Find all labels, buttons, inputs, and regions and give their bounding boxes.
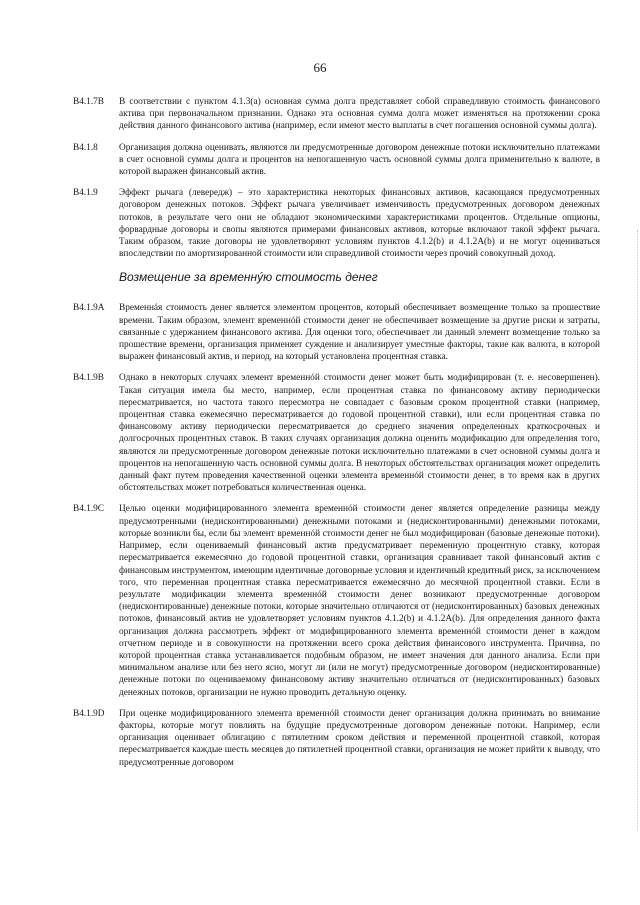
- paragraph-text: Однако в некоторых случаях элемент временнóй стоимости денег может быть модифицирован (т. е. несовершенен). Такая ситуация имела бы место, например, если процентная ставка по финансовому активу периодически пересматривается, но частота такого пересмотра не совпадает с базовым сроком процентной ставки (например, процентная ставка ежемесячно пересматривается до годовой процентной ставки), или если процентная ставка по финансовому активу периодически пересматривается до среднего значения определенных краткосрочных и долгосрочных процентных ставок. В таких случаях организация должна оценить модификацию для определения того, являются ли предусмотренные договором денежные потоки исключительно платежами в счет основной суммы долга и процентов на непогашенную часть основной суммы долга. В некоторых обстоятельствах организация может определить данный факт путем проведения качественной оценки элемента временнóй стоимости денег, в то время как в других обстоятельствах может потребоваться количественная оценка.: [119, 373, 600, 494]
- section-heading: Возмещение за временнýю стоимость денег: [119, 270, 378, 285]
- paragraph-text: Временнáя стоимость денег является элементом процентов, который обеспечивает возмещение только за прошествие времени. Таким образом, элемент временнóй стоимости денег не обеспечивает возмещение за другие риски и затраты, связанные с удержанием финансового актива. Для оценки того, обеспечивает ли данный элемент возмещение только за прошествие времени, организация применяет суждение и анализирует уместные факторы, такие как валюта, в которой выражен финансовый актив, и период, на который установлена процентная ставка.: [119, 303, 600, 363]
- paragraph-b4-1-9c: [73, 503, 600, 698]
- paragraph-number: B4.1.9A: [73, 303, 105, 314]
- paragraph-number: B4.1.7B: [73, 97, 104, 107]
- paragraph-b4-1-7b: [73, 96, 600, 133]
- paragraph-text: Эффект рычага (левередж) – это характеристика некоторых финансовых активов, касающаяся предусмотренных договором денежных потоков. Эффект рычага увеличивает изменчивость предусмотренных договором денежных потоков, в результате чего они не обладают экономическими характеристиками процентов. Отдельные опционы, форвардные договоры и свопы являются примерами финансовых активов, которые включают такой эффект рычага. Таким образом, такие договоры не удовлетворяют условиям пунктов 4.1.2(b) и 4.1.2A(b) и не могут оцениваться впоследствии по амортизированной стоимости или справедливой стоимости через прочий совокупный доход.: [119, 188, 600, 260]
- paragraph-text: Целью оценки модифицированного элемента временнóй стоимости денег является определение разницы между предусмотренными (недисконтированными) денежными потоками и (недисконтированными) денежными потоками, которые возникли бы, если бы элемент временнóй стоимости денег не был модифицирован (базовые денежные потоки). Например, если оцениваемый финансовый актив предусматривает переменную процентную ставку, которая пересматривается ежемесячно до годовой процентной ставки, организация сравнивает такой финансовый актив с финансовым инструментом, имеющим идентичные договорные условия и идентичный кредитный риск, за исключением того, что переменная процентная ставка пересматривается ежемесячно до месячной процентной ставки. Если в результате модификации элемента временнóй стоимости денег возникают предусмотренные договором (недисконтированные) денежные потоки, которые значительно отличаются от (недисконтированных) базовых денежных потоков, финансовый актив не удовлетворяет условиям пунктов 4.1.2(b) и 4.1.2A(b). Для определения данного факта организация должна рассмотреть эффект от модифицированного элемента временнóй стоимости денег в каждом отчетном периоде и в совокупности на протяжении всего срока действия финансового инструмента. Причина, по которой процентная ставка устанавливается подобным образом, не имеет значения для данного анализа. Если при минимальном анализе или без него ясно, могут ли (или не могут) предусмотренные договором (недисконтированные) денежные потоки по оцениваемому финансовому активу значительно отличаться от (недисконтированных) базовых денежных потоков, организации не нужно проводить детальную оценку.: [119, 504, 600, 698]
- paragraph-number: B4.1.8: [73, 142, 98, 153]
- paragraph-number: B4.1.9: [73, 188, 98, 199]
- scan-edge-line: [636, 230, 638, 830]
- paragraph-b4-1-9d: [73, 708, 600, 769]
- paragraph-b4-1-9a: [73, 302, 600, 363]
- paragraph-text: В соответствии с пунктом 4.1.3(a) основная сумма долга представляет собой справедливую стоимость финансового актива при первоначальном признании. Однако эта основная сумма долга может изменяться на протяжении срока действия данного финансового актива (например, если имеют место выплаты в счет погашения основной суммы долга).: [119, 97, 600, 132]
- page-number: 66: [313, 60, 327, 75]
- paragraph-number: B4.1.9B: [73, 373, 104, 384]
- paragraph-text: При оценке модифицированного элемента временнóй стоимости денег организация должна принимать во внимание факторы, которые могут повлиять на будущие предусмотренные договором денежные потоки. Например, если организация оценивает облигацию с пятилетним сроком действия и переменной процентной ставкой, которая пересматривается каждые шесть месяцев до пятилетней процентной ставки, организация не может прийти к выводу, что предусмотренные договором: [119, 708, 600, 768]
- paragraph-b4-1-9: [73, 187, 600, 260]
- paragraph-b4-1-9b: [73, 372, 600, 494]
- paragraph-number: B4.1.9D: [73, 708, 105, 719]
- paragraph-number: B4.1.9C: [73, 504, 104, 515]
- page-content: [73, 96, 600, 778]
- paragraph-text: Организация должна оценивать, являются ли предусмотренные договором денежные потоки исключительно платежами в счет основной суммы долга и процентов на непогашенную часть основной суммы долга применительно к валюте, в которой выражен финансовый актив.: [119, 142, 600, 178]
- paragraph-b4-1-8: [73, 142, 600, 179]
